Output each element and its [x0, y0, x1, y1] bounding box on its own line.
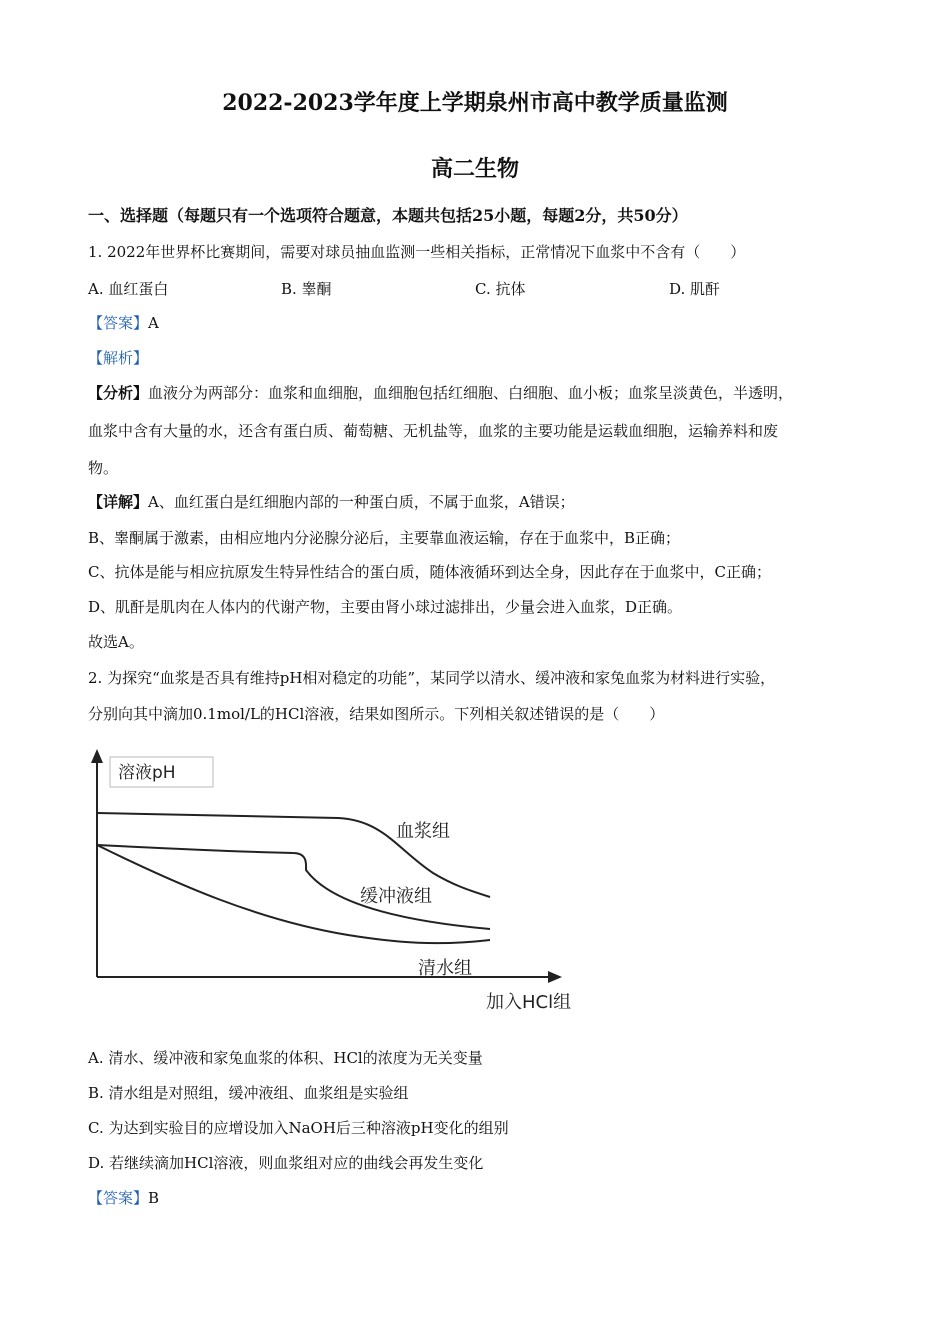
- section-heading: 一、选择题（每题只有一个选项符合题意，本题共包括25小题，每题2分，共50分）: [88, 206, 688, 225]
- ph-chart: [88, 745, 588, 1025]
- q1-detail-line: [88, 492, 575, 512]
- q2-option-c: C. 为达到实验目的应增设加入NaOH后三种溶液pH变化的组别: [88, 1119, 509, 1137]
- x-axis-arrow: [548, 971, 562, 983]
- q1-analysis-line: 物。: [88, 459, 119, 477]
- q1-detail-line: D、肌酐是肌肉在人体内的代谢产物，主要由肾小球过滤排出，少量会进入血浆，D正确。: [88, 598, 683, 616]
- q1-answer: [88, 313, 159, 333]
- q2-option-b: B. 清水组是对照组，缓冲液组、血浆组是实验组: [88, 1084, 409, 1102]
- series-label-buffer: 缓冲液组: [360, 886, 432, 907]
- y-axis-label: 溶液pH: [118, 763, 176, 783]
- q1-stem: 1. 2022年世界杯比赛期间，需要对球员抽血监测一些相关指标，正常情况下血浆中不含有（ ）: [88, 243, 746, 261]
- q1-option-a: A. 血红蛋白: [88, 280, 169, 298]
- q1-detail-line: C、抗体是能与相应抗原发生特异性结合的蛋白质，随体液循环到达全身，因此存在于血浆中，C正确；: [88, 563, 771, 581]
- answer-tag: 【答案】: [88, 314, 149, 332]
- analysis-label: 【分析】: [88, 384, 149, 402]
- y-axis-arrow: [91, 749, 103, 763]
- doc-subtitle: 高二生物: [430, 156, 519, 182]
- q2-stem: 分别向其中滴加0.1mol/L的HCl溶液，结果如图所示。下列相关叙述错误的是（ ）: [88, 705, 665, 723]
- analysis-tag: 【解析】: [88, 349, 149, 367]
- q1-option-c: C. 抗体: [475, 280, 526, 298]
- x-axis-label: 加入HCl组: [486, 992, 572, 1013]
- q2-stem: 2. 为探究“血浆是否具有维持pH相对稳定的功能”，某同学以清水、缓冲液和家兔血浆为材料进行实验，: [88, 669, 776, 687]
- q2-answer: [88, 1188, 159, 1208]
- detail-text: A、血红蛋白是红细胞内部的一种蛋白质，不属于血浆，A错误；: [148, 493, 575, 511]
- q1-conclusion: 故选A。: [88, 633, 144, 651]
- q1-detail-line: B、睾酮属于激素，由相应地内分泌腺分泌后，主要靠血液运输，存在于血浆中，B正确；: [88, 529, 681, 547]
- series-label-water: 清水组: [418, 958, 472, 979]
- answer-value: A: [148, 314, 159, 332]
- q1-option-d: D. 肌酐: [669, 280, 721, 298]
- q1-analysis-line: 血浆中含有大量的水，还含有蛋白质、葡萄糖、无机盐等，血浆的主要功能是运载血细胞，运输养料和废: [88, 422, 779, 440]
- series-label-plasma: 血浆组: [396, 821, 450, 842]
- q1-analysis-line: [88, 383, 793, 403]
- q2-option-d: D. 若继续滴加HCl溶液，则血浆组对应的曲线会再发生变化: [88, 1154, 484, 1172]
- analysis-text: 血液分为两部分：血浆和血细胞，血细胞包括红细胞、白细胞、血小板；血浆呈淡黄色，半透明，: [148, 384, 794, 402]
- answer-value: B: [148, 1189, 160, 1207]
- answer-tag: 【答案】: [88, 1189, 149, 1207]
- detail-label: 【详解】: [88, 493, 149, 511]
- q1-option-b: B. 睾酮: [281, 280, 332, 298]
- q1-analysis-tag: [88, 348, 148, 368]
- doc-title: 2022-2023学年度上学期泉州市高中教学质量监测: [222, 90, 728, 116]
- q2-option-a: A. 清水、缓冲液和家兔血浆的体积、HCl的浓度为无关变量: [88, 1049, 483, 1067]
